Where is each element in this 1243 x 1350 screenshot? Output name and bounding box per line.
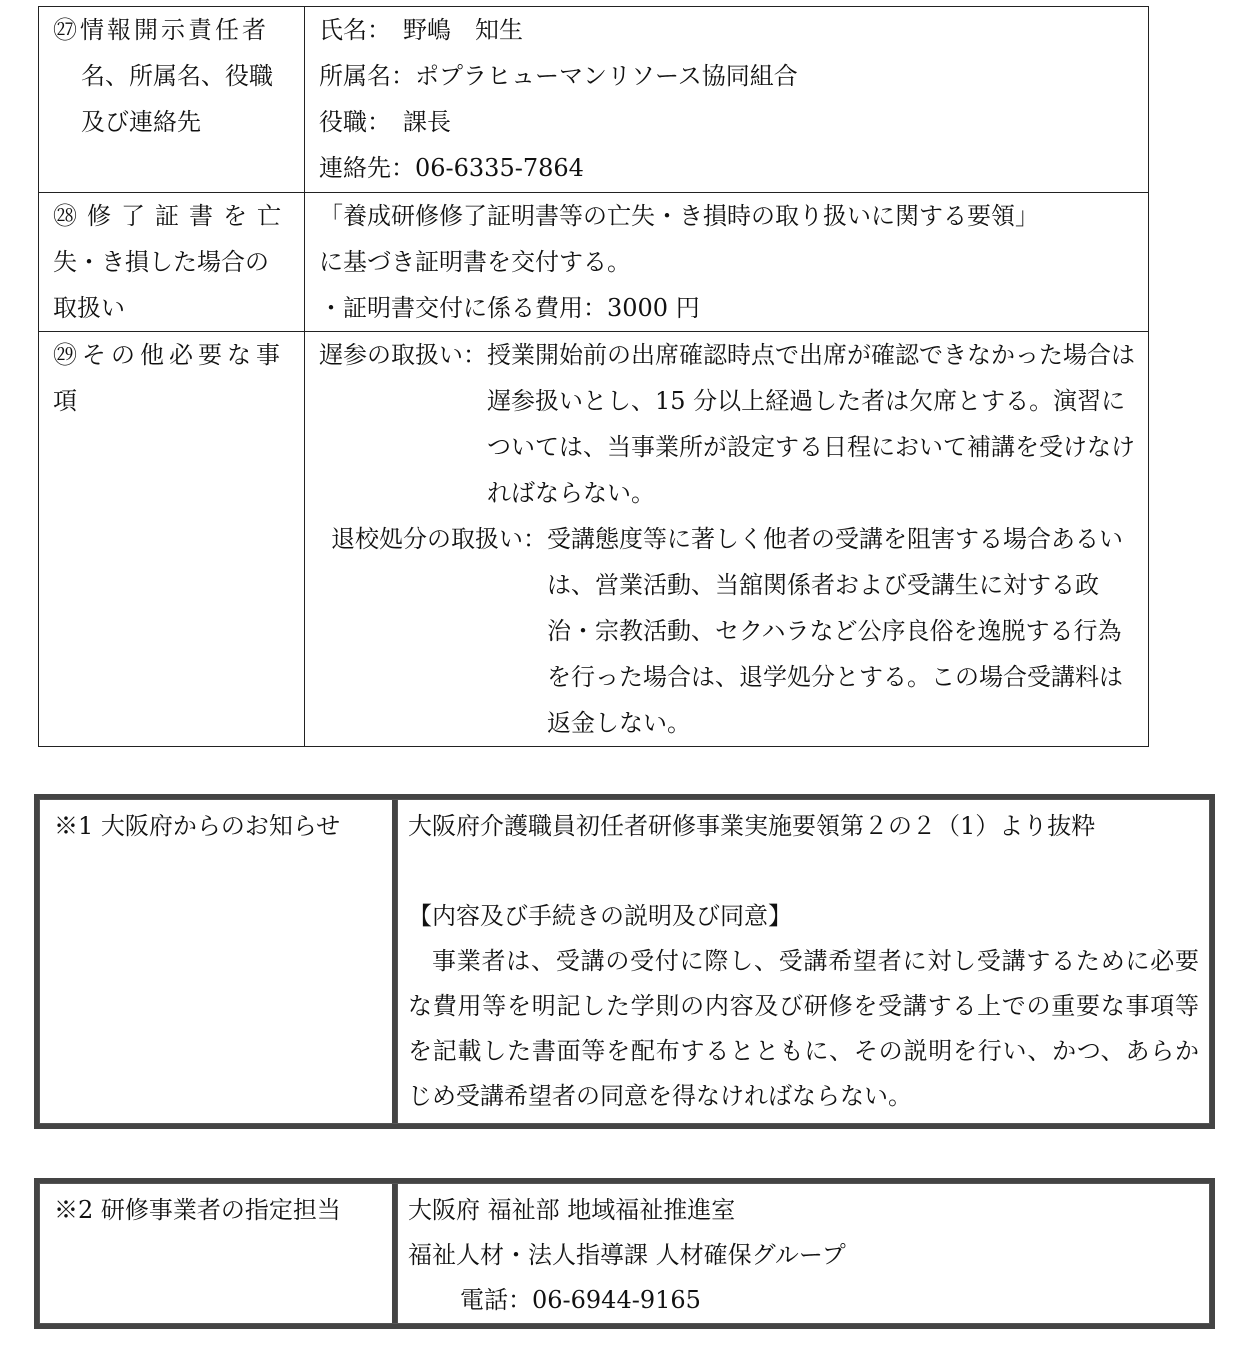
name-text: 氏名： 野嶋 知生 bbox=[319, 16, 523, 44]
certificate-text-line2: に基づき証明書を交付する。 bbox=[319, 248, 631, 276]
certificate-fee: ・証明書交付に係る費用：3000 円 bbox=[319, 294, 700, 322]
notice1-label: ※1 大阪府からのお知らせ bbox=[40, 800, 397, 1123]
row27-value bbox=[305, 7, 1149, 193]
table-row bbox=[39, 332, 1149, 747]
affiliation-text: 所属名：ポプラヒューマンリソース協同組合 bbox=[319, 62, 798, 90]
row29-label bbox=[39, 332, 305, 747]
row28-value bbox=[305, 193, 1149, 332]
table-row bbox=[39, 193, 1149, 332]
notice1-heading: 【内容及び手続きの説明及び同意】 bbox=[408, 902, 792, 930]
row28-label-line2: 失・き損した場合の bbox=[53, 248, 269, 276]
expel-rule-key: 退校処分の取扱い： bbox=[331, 525, 547, 553]
expel-rule bbox=[319, 516, 1136, 746]
notice2-phone: 電話：06-6944-9165 bbox=[460, 1286, 701, 1314]
late-rule bbox=[319, 332, 1136, 516]
row28-label-line1: ㉘修了証書を亡 bbox=[53, 202, 291, 230]
row29-label-line2: 項 bbox=[53, 387, 77, 415]
row27-label-line1: ㉗情報開示責任者 bbox=[53, 16, 269, 44]
late-rule-text: 授業開始前の出席確認時点で出席が確認できなかった場合は遅参扱いとし、15 分以上経過した者は欠席とする。演習については、当事業所が設定する日程において補講を受けなければならない。 bbox=[487, 341, 1135, 507]
notice1-box bbox=[34, 794, 1215, 1129]
certificate-text-line1: 「養成研修修了証明書等の亡失・き損時の取り扱いに関する要領」 bbox=[319, 202, 1039, 230]
notice1-spacer bbox=[408, 849, 1199, 894]
notice1-title: 大阪府介護職員初任者研修事業実施要領第２の２（1）より抜粋 bbox=[408, 812, 1096, 840]
notice1-body: 事業者は、受講の受付に際し、受講希望者に対し受講するために必要な費用等を明記した学則の内容及び研修を受講する上での重要な事項等を記載した書面等を配布するとともに、その説明を行い、かつ、あらかじめ受講希望者の同意を得なければならない。 bbox=[408, 947, 1199, 1110]
notice2-label: ※2 研修事業者の指定担当 bbox=[40, 1184, 397, 1323]
row29-label-line1: ㉙その他必要な事 bbox=[53, 341, 285, 369]
row29-value bbox=[305, 332, 1149, 747]
row28-label bbox=[39, 193, 305, 332]
position-text: 役職： 課長 bbox=[319, 108, 451, 136]
notice2-line1: 大阪府 福祉部 地域福祉推進室 bbox=[408, 1196, 736, 1224]
row28-label-line3: 取扱い bbox=[53, 294, 125, 322]
notice2-content bbox=[397, 1184, 1209, 1323]
expel-rule-text: 受講態度等に著しく他者の受講を阻害する場合あるいは、営業活動、当舘関係者および受講生に対する政治・宗教活動、セクハラなど公序良俗を逸脱する行為を行った場合は、退学処分とする。この場合受講料は返金しない。 bbox=[547, 525, 1123, 737]
notice2-box bbox=[34, 1178, 1215, 1329]
row27-label-line2: 名、所属名、役職 bbox=[81, 62, 273, 90]
table-row bbox=[39, 7, 1149, 193]
notice1-inner bbox=[39, 799, 1210, 1124]
row27-label bbox=[39, 7, 305, 193]
info-table bbox=[38, 6, 1149, 747]
notice2-inner bbox=[39, 1183, 1210, 1324]
row27-label-line3: 及び連絡先 bbox=[81, 108, 201, 136]
contact-text: 連絡先：06-6335-7864 bbox=[319, 154, 584, 182]
late-rule-key: 遅参の取扱い： bbox=[319, 341, 487, 369]
notice2-line2: 福祉人材・法人指導課 人材確保グループ bbox=[408, 1241, 846, 1269]
notice1-content bbox=[397, 800, 1209, 1123]
